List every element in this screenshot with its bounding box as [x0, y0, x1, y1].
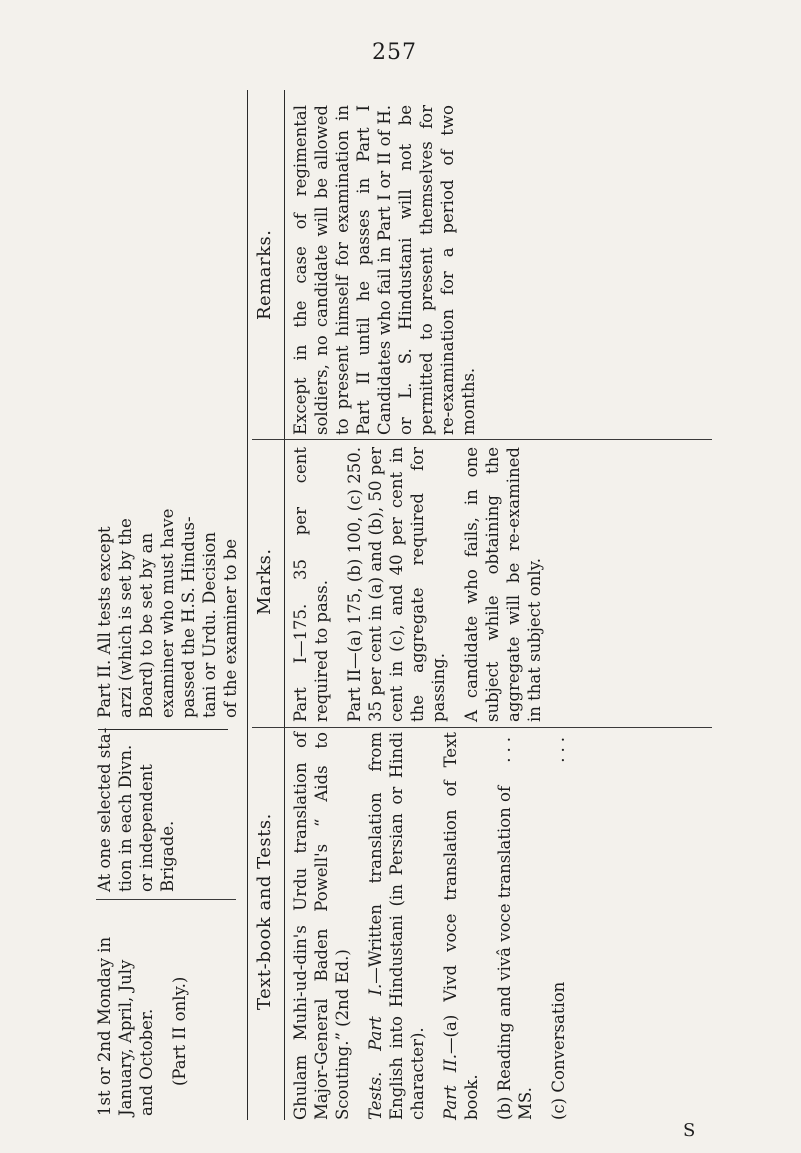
top-band [92, 90, 242, 1120]
column-divider [252, 727, 712, 728]
regulation-table [92, 90, 712, 1120]
column-divider [96, 899, 236, 900]
footer-mark: S [683, 1120, 696, 1141]
rule-line [247, 90, 248, 1120]
marks-part-2: Part II—(a) 175, (b) 100, (c) 250. 35 per cent in (a) and (b), 50 per cent in (c), and 40 per cent in the aggregate required for passing. [345, 447, 448, 722]
examiner-line: passed the H.S. Hindus- [179, 516, 198, 718]
marks-fail-note: A candidate who fails, in one subject while obtaining the aggregate will be re-examined in that subject only. [462, 447, 544, 722]
bracket [98, 729, 228, 730]
dates-line: 1st or 2nd Monday in [95, 936, 114, 1116]
marks-part-1: Part I—175. 35 per cent required to pass. [291, 447, 331, 722]
examiner-rules [94, 296, 241, 722]
examiner-line: Part II. All tests except [95, 526, 114, 718]
station-line: or independent [137, 764, 156, 892]
tests-part-1 [365, 732, 428, 1120]
tests-part-2-c [548, 732, 569, 1120]
tests-part-2 [440, 732, 482, 1120]
remarks-column [290, 105, 491, 435]
station-line: tion in each Divn. [116, 744, 135, 892]
tests-part-2-b-label: (b) Reading and vivâ voce translation of MS. [495, 785, 535, 1120]
tests-part-1-label: Tests. Part I. [366, 983, 385, 1120]
leader-dots: ... [495, 732, 514, 763]
station-line: Brigade. [158, 820, 177, 892]
dates-line: and October. [137, 1008, 156, 1116]
tests-part-2-a: —(a) Vivd voce translation of Text book. [441, 732, 481, 1120]
examiner-line: of the examiner to be [221, 538, 240, 718]
tests-part-2-label: Part II. [441, 1053, 460, 1120]
marks-column [290, 447, 557, 722]
dates-line: (Part II only.) [170, 976, 189, 1086]
examiner-line: Board) to be set by an [137, 532, 156, 718]
tests-part-2-b [494, 732, 536, 1120]
examiner-line: tani or Urdu. Decision [200, 532, 219, 718]
textbook-entry: Ghulam Muhi-ud-din's Urdu translation of Major-General Baden Powell's “ Aids to Scouting.” (2nd Ed.) [291, 732, 352, 1120]
header-marks: Marks. [254, 548, 275, 615]
leader-dots: ... [549, 732, 568, 763]
tests-part-2-c-label: (c) Conversation [549, 981, 568, 1120]
remarks-text: Except in the case of regimental soldiers, no candidate will be allowed to present himself for examination in Part II until he passes in Part I Candidates who fail in Part I or II of H. or L. S. Hindustani will not be permitted to present themselves for re-examination for a period of two months. [291, 105, 478, 435]
dates-line: January, April, July [116, 959, 135, 1116]
exam-station [94, 722, 178, 896]
exam-dates [94, 894, 190, 1120]
column-divider [252, 439, 712, 440]
header-textbook-tests: Text-book and Tests. [254, 813, 275, 1010]
rule-line [284, 90, 285, 1120]
examiner-line: arzi (which is set by the [116, 518, 135, 718]
tests-part-1-text: —Written translation from English into Hindustani (in Persian or Hindi character). [366, 732, 427, 1120]
station-line: At one selected sta- [95, 727, 114, 892]
header-remarks: Remarks. [254, 229, 275, 320]
examiner-line: examiner who must have [158, 508, 177, 718]
page-number: 257 [372, 40, 417, 65]
tests-column [290, 732, 581, 1120]
